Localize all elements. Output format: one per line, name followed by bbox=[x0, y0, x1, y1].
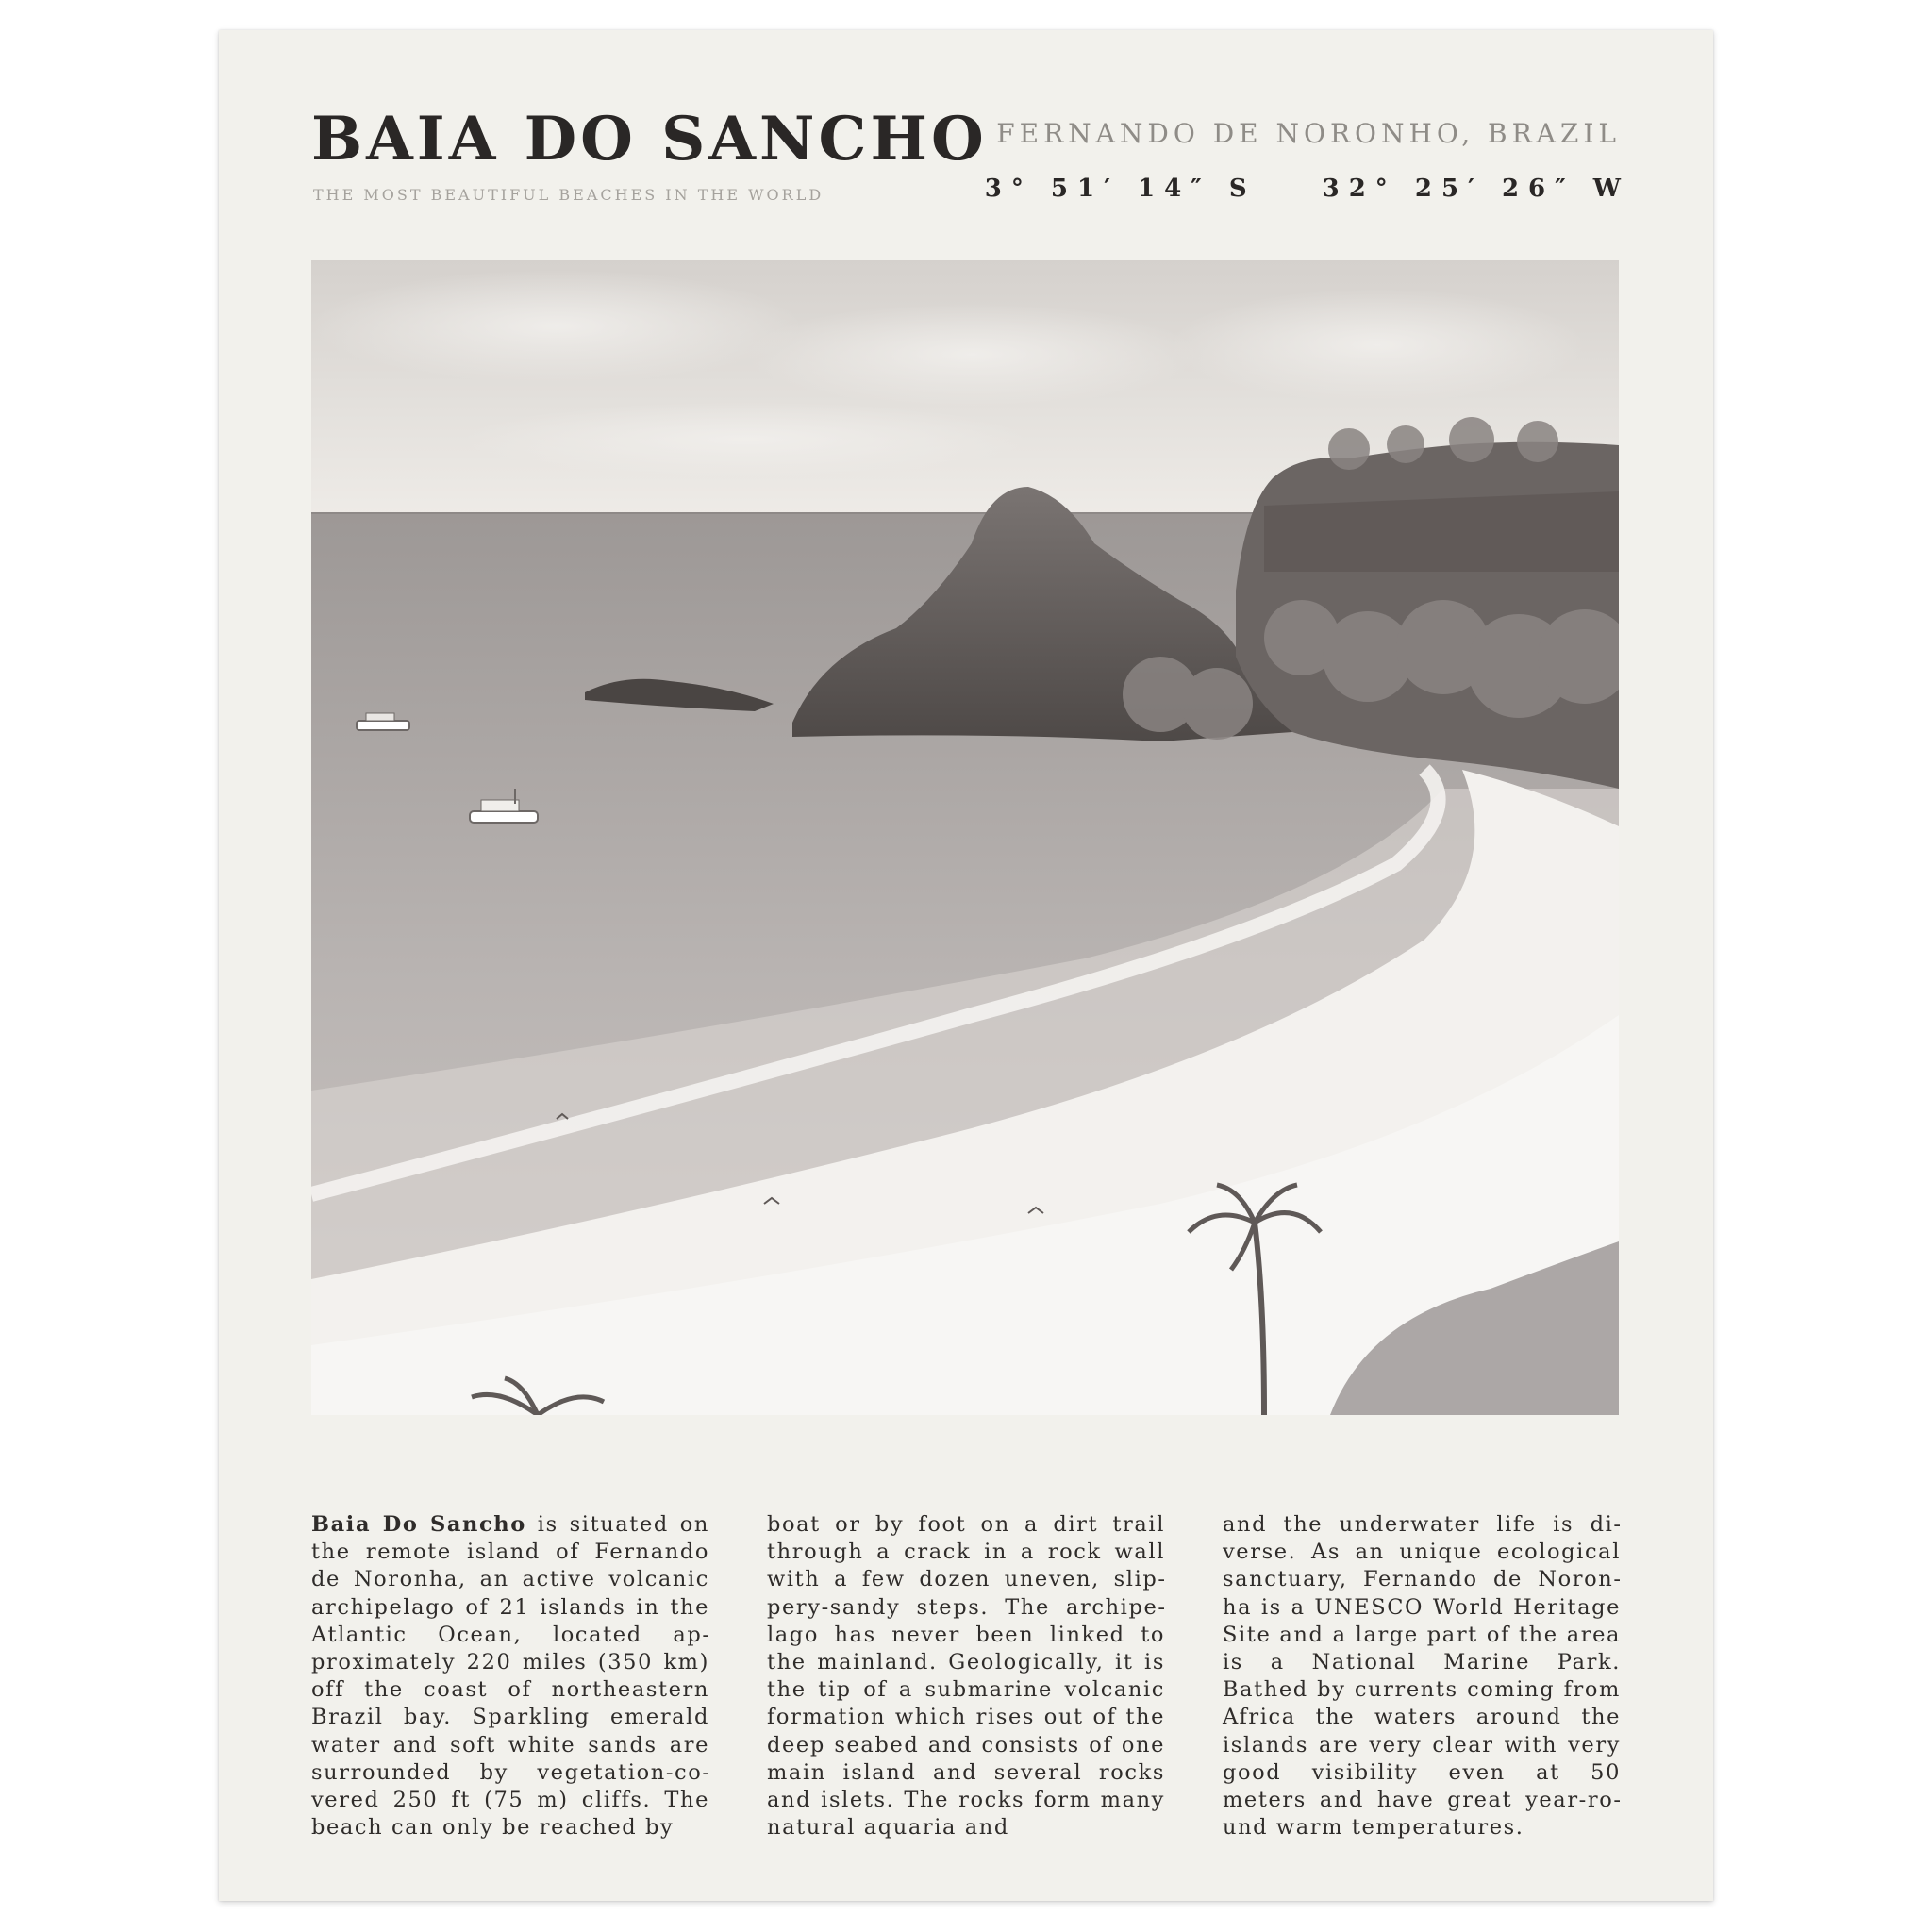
beach-photo bbox=[311, 260, 1619, 1415]
lead-text: Baia Do Sancho bbox=[311, 1512, 526, 1537]
longitude: 32° 25′ 26″ W bbox=[1322, 175, 1630, 203]
cloud bbox=[311, 270, 802, 383]
page-title: BAIA DO SANCHO bbox=[311, 104, 988, 175]
beach-illustration bbox=[311, 260, 1619, 1415]
text-column-2: boat or by foot on a dirt trail through a crack in a rock wall with a few dozen uneven, slippery-sandy steps. The archipelago has never been linked to the mainland. Geologically, it is the tip of a submarine volcanic formation which rises out of the deep seabed and consists of one main island and several rocks and islets. The rocks form many natural aquaria and bbox=[767, 1512, 1165, 1840]
text-column-1 bbox=[311, 1511, 709, 1841]
latitude: 3° 51′ 14″ S bbox=[984, 175, 1257, 203]
cloud bbox=[1170, 289, 1585, 402]
location-label: FERNANDO DE NORONHO, BRAZIL bbox=[996, 118, 1621, 149]
text-column-3: and the underwater life is diverse. As an unique ecological sanctuary, Fernando de Noronha is a UNESCO World Heritage Site and a large part of the area is a National Marine Park. Bathed by currents coming from Africa the waters around the islands are very clear with very good visibility even at 50 meters and have great year-round warm temperatures. bbox=[1223, 1512, 1621, 1840]
cliff-face bbox=[1264, 491, 1619, 572]
page-subtitle: THE MOST BEAUTIFUL BEACHES IN THE WORLD bbox=[313, 186, 824, 204]
cloud bbox=[745, 303, 1198, 407]
column-1-text: is situated on the remote island of Fernando de Noronha, an active volcanic archipelago of 21 islands in the Atlantic Ocean, located approximately 220 miles (350 km) off the coast of northeastern Brazil bay. Sparkling emerald water and soft white sands are surrounded by vegetation-covered 250 ft (75 m) cliffs. The beach can only be reached by bbox=[311, 1512, 710, 1840]
poster bbox=[219, 30, 1713, 1901]
body-text bbox=[311, 1511, 1621, 1841]
coordinates bbox=[984, 175, 1630, 203]
cloud bbox=[462, 402, 1028, 477]
